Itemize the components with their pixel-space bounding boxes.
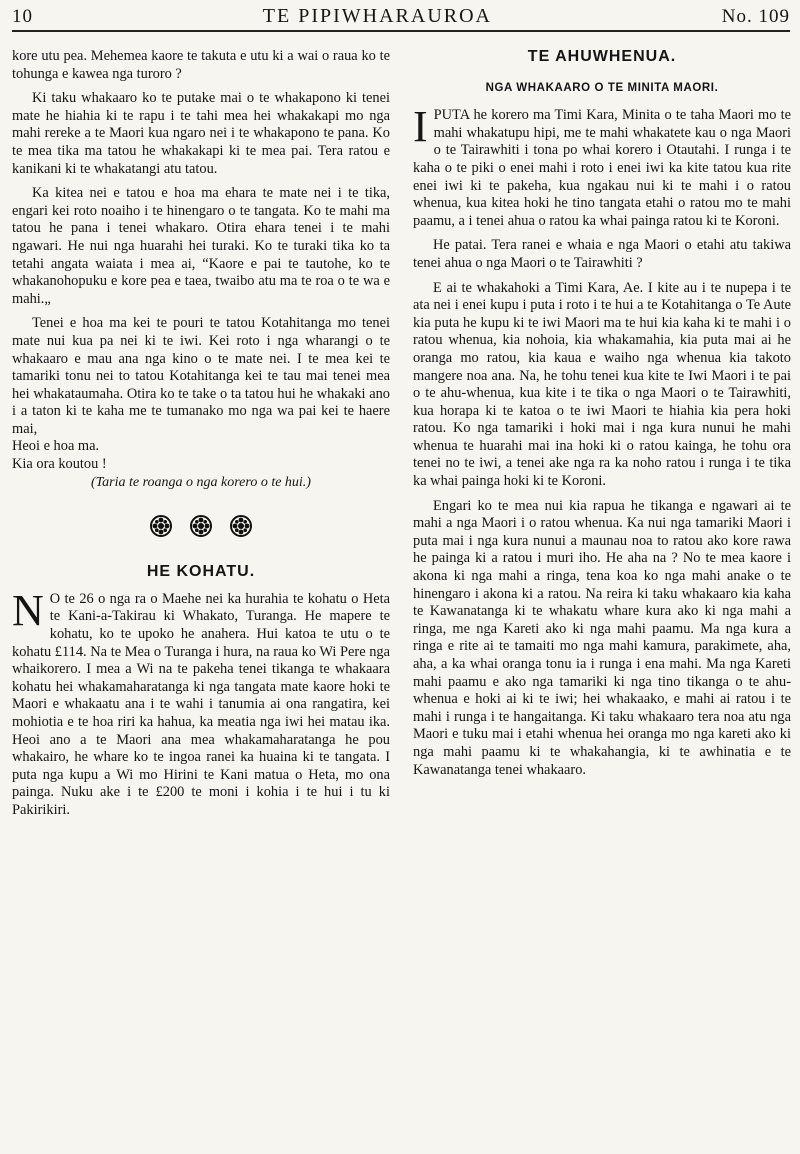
paragraph: Ka kitea nei e tatou e hoa ma ehara te mate nei i te tika, engari kei roto noaiho i te hinengaro o te tangata. Ko te mahi ma tatou he pana i tenei whakaro. Otira ehara tenei i te mahi ngawari. He nui nga huarahi hei turaki. Ko te turaki tika ko ta tetahi angata waiata i mea ai, “Kaore e pai te tautohe, ko te whakanohopuku e kore pea e taea, twaibo atu ma te roa o te wa e mahi.„	[12, 185, 390, 307]
flower-ornament-icon	[230, 515, 252, 537]
article-heading: HE KOHATU.	[146, 563, 256, 581]
masthead-title: TE PIPIWHARAUROA	[262, 5, 492, 27]
article-heading: TE AHUWHENUA.	[527, 48, 677, 65]
paragraph: kore utu pea. Mehemea kaore te takuta e utu ki a wai o raua ko te tohunga e kawea nga turoro ?	[12, 48, 390, 82]
article-subheading: NGA WHAKAARO O TE MINITA MAORI.	[485, 81, 719, 94]
flower-ornament-icon	[190, 515, 212, 537]
paragraph: Engari ko te mea nui kia rapua he tikanga e ngawari ai te mahi a nga Maori i o ratou whenua. Ka nui nga tamariki Maori i puta mai i nga kura nunui a maunau noa to ratou ako kore rawa he painga ki a ratou i muri iho. He aha na ? No te mea kaore i akona ki nga mahi a ringa, tena koa ko nga mahi anake o te hinengaro i akona ki a ratou. Na reira ki taku whakaaro kia kaha te Kawanatanga ki te whakatu whare kura ako ki nga mahi a ringa, me nga Kareti ako ki nga mahi paamu. Ma nga kura a ringa e rite ai te tamaiti mo nga mahi kamura, parakimete, aha, aha, a ka whai oranga tonu ia i runga i ena mahi. Ma nga Kareti mahi paamu e ako nga tamariki ki nga tino tikanga o te ahu-whenua e hoki ai ki te iwi; hei whakaako, e mahi ai ratou i te mahi i runga i te hangaitanga. Ki taku whakaaro tera noa atu nga Maori e tuku mai i etahi whenua hei oranga mo nga kareti ako ki nga mahi paamu ki te whakahangia, ki te awhinatia e te Kawanatanga tenei whakaaro.	[413, 497, 791, 778]
left-column	[12, 48, 390, 820]
ornament-divider	[12, 515, 390, 537]
page-number: 10	[12, 6, 33, 27]
paragraph	[413, 102, 791, 230]
continuation-note: (Taria te roanga o nga korero o te hui.)	[91, 474, 311, 490]
issue-number: No. 109	[721, 6, 790, 27]
right-column	[413, 48, 791, 779]
paragraph: E ai te whakahoki a Timi Kara, Ae. I kite au i te nupepa i te ata nei i enei kupu i puta i roto i te hui a te Kotahitanga o Te Aute kia puta he kupu ki te iwi Maori ma te hui kia kaha ki te mahi i o ratou whenua, kia nohoia, kia whakamahia, kia puta mai ai he oranga mo ratou, kia kaua e waiho nga whenua kia takoto mangere noa ana. Na, he tohu tenei kua kite te Iwi Maori i te pai o te ahu-whenua, kua kite i te tika o nga Maori o te Tairawhiti, kua horapa ki te katoa o te iwi Maori te hiahia kia pera hoki ratou. Ko nga tamariki i hoki mai i nga kura nunui he mahi whenua te huarahi mai ina hoki ki o ratou kainga, he tohu ora tenei no te iwi, a tenei ake nga ra ka noho ratou i runga i te tika ka whai painga hoki ki te Koroni.	[413, 279, 791, 490]
paragraph: Ki taku whakaaro ko te putake mai o te whakapono ki tenei mate he hiahia ki te rapu i te tahi mea hei whakakapi mo nga mahi rereke a te Maori kua ngaro nei i te whakapono te pana. Ko te mea tika ma tatou he whakakapi ki te mea pai. Tera ratou e kanikani ki te whakatangi atu tatou.	[12, 90, 390, 177]
paragraph-text: PUTA he korero ma Timi Kara, Minita o te taha Maori mo te mahi whakatupu hipi, me te mahi whakatete kau o nga Maori o te Tairawhiti i tona po whai korero i Otautahi. I runga i te kaha o te piki o enei mahi i roto i enei iwi ka kite tatou kua rite enei iwi ki te pakeha, kua ngakau nui ki te mahi i o ratou whenua, kua kitea hoki he tino tangata etahi o ratou mo te mahi paamu, a i tenei ahua o ratou ka whai painga ratou ki te Koroni.	[413, 107, 791, 229]
paragraph: He patai. Tera ranei e whaia e nga Maori o etahi atu takiwa tenei ahua o nga Maori o te Tairawhiti ?	[413, 237, 791, 271]
closing-line: Kia ora koutou !	[12, 456, 107, 473]
page-header	[12, 2, 790, 32]
drop-cap: I	[413, 102, 428, 152]
flower-ornament-icon	[150, 515, 172, 537]
paragraph-text: O te 26 o nga ra o Maehe nei ka hurahia te kohatu o Heta te Kani-a-Takirau ki Whakato, Turanga. He mapere te kohatu, ko te upoko he anahera. Hui katoa te utu o te kohatu £114. Na te Mea o Turanga i hura, na raua ko Wi Pere nga whaikorero. I mea a Wi na te pakeha tenei tikanga te whakaara kohatu hei whakamaharatanga ki nga tangata mate kaore hoki te Maori e whakaatu ana i te wahi i tanumia ai ona rangatira, kei mohiotia e te hoa riri ka hahua, ka meatia nga iwi hei matau ika. Heoi ano a te Maori ana mea whakamaharatanga he pou whakairo, he whare ko te ingoa ranei ka huaina ki te tangata. I puta nga kupu a Wi mo Hirini te Kani matua o Heta, mo ona painga. Nuku ake i te £200 te moni i kohia i te hui i tu ki Pakirikiri.	[12, 590, 390, 818]
closing-line: Heoi e hoa ma.	[12, 438, 100, 455]
drop-cap: N	[12, 585, 44, 635]
paragraph	[12, 585, 390, 820]
paragraph: Tenei e hoa ma kei te pouri te tatou Kotahitanga mo tenei mate nui kua pa nei ki te iwi. Kei roto i nga wharangi o te whakaaro e mau ana nga kino o te mate nei. I te mea kei te tamariki tonu nei to tatou Kotahitanga kei te tau mai tenei mea hei whakataumaha. Otira ko te take o ta tatou hui he whakaki ano i a taton ki te kaha me te tumanako mo nga wa pai kei te haere mai,	[12, 315, 390, 437]
